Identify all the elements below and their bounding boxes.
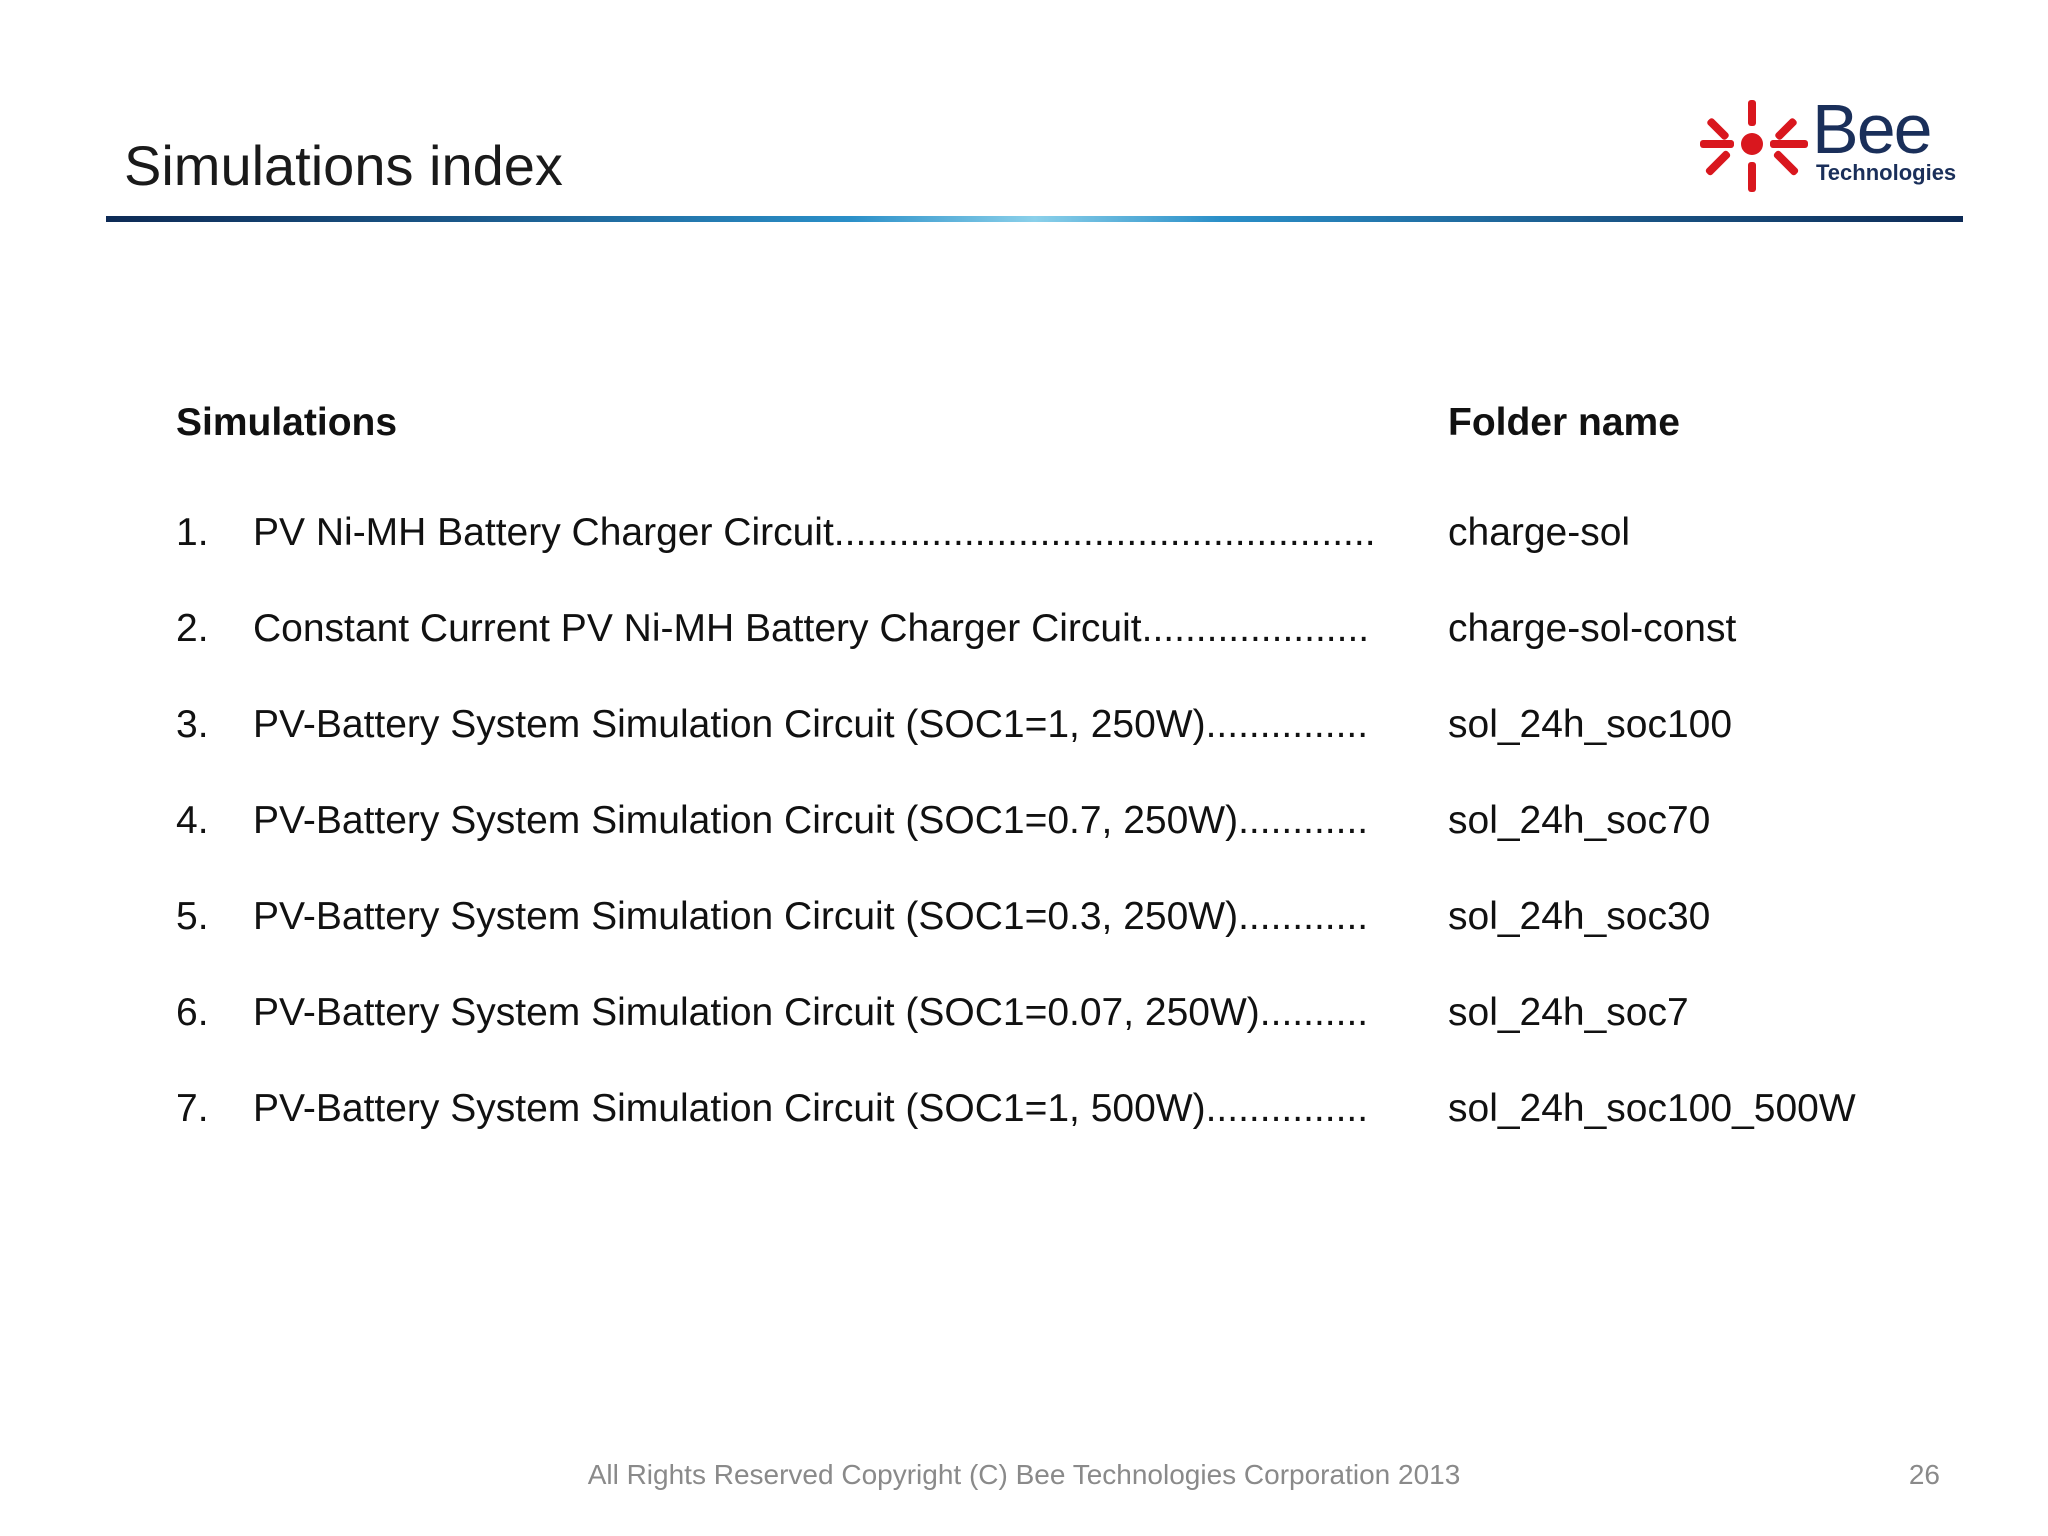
row-simulation-title: PV-Battery System Simulation Circuit (SOC1=0.3, 250W)............ <box>253 895 1369 938</box>
table-row <box>176 892 1956 988</box>
logo-subtitle: Technologies <box>1816 160 1957 185</box>
row-number: 7. <box>176 1087 209 1130</box>
table-row <box>176 604 1956 700</box>
row-simulation-title: PV-Battery System Simulation Circuit (SOC1=1, 500W)............... <box>253 1087 1369 1130</box>
row-folder-name: charge-sol-const <box>1448 607 1737 650</box>
page-number: 26 <box>1908 1459 1940 1490</box>
row-number: 1. <box>176 511 209 554</box>
header-folder-name: Folder name <box>1448 401 1680 444</box>
row-simulation-title: PV-Battery System Simulation Circuit (SOC1=0.7, 250W)............ <box>253 799 1369 842</box>
row-number: 3. <box>176 703 209 746</box>
row-simulation-title: PV Ni-MH Battery Charger Circuit.................................................. <box>253 511 1376 554</box>
row-folder-name: sol_24h_soc100 <box>1448 703 1733 746</box>
table-row <box>176 796 1956 892</box>
table-header <box>176 398 1956 458</box>
copyright-footer: All Rights Reserved Copyright (C) Bee Technologies Corporation 2013 <box>587 1459 1461 1490</box>
table-row <box>176 1084 1956 1180</box>
row-folder-name: sol_24h_soc7 <box>1448 991 1689 1034</box>
row-number: 4. <box>176 799 209 842</box>
table-row <box>176 700 1956 796</box>
table-row <box>176 508 1956 604</box>
simulations-table <box>176 398 1956 1130</box>
row-folder-name: charge-sol <box>1448 511 1631 554</box>
row-number: 6. <box>176 991 209 1034</box>
header-simulations: Simulations <box>176 401 398 444</box>
logo-wordmark: Bee <box>1812 90 1931 168</box>
row-simulation-title: Constant Current PV Ni-MH Battery Charger Circuit..................... <box>253 607 1370 650</box>
row-simulation-title: PV-Battery System Simulation Circuit (SOC1=0.07, 250W).......... <box>253 991 1369 1034</box>
table-row <box>176 988 1956 1084</box>
row-folder-name: sol_24h_soc100_500W <box>1448 1087 1856 1130</box>
row-number: 2. <box>176 607 209 650</box>
company-logo <box>1700 92 1970 198</box>
table-rows <box>176 508 1956 1180</box>
row-simulation-title: PV-Battery System Simulation Circuit (SOC1=1, 250W)............... <box>253 703 1369 746</box>
slide-title: Simulations index <box>124 134 563 197</box>
starburst-logo-icon <box>1700 96 1810 196</box>
row-folder-name: sol_24h_soc70 <box>1448 799 1711 842</box>
row-folder-name: sol_24h_soc30 <box>1448 895 1711 938</box>
title-divider <box>106 216 1963 222</box>
row-number: 5. <box>176 895 209 938</box>
